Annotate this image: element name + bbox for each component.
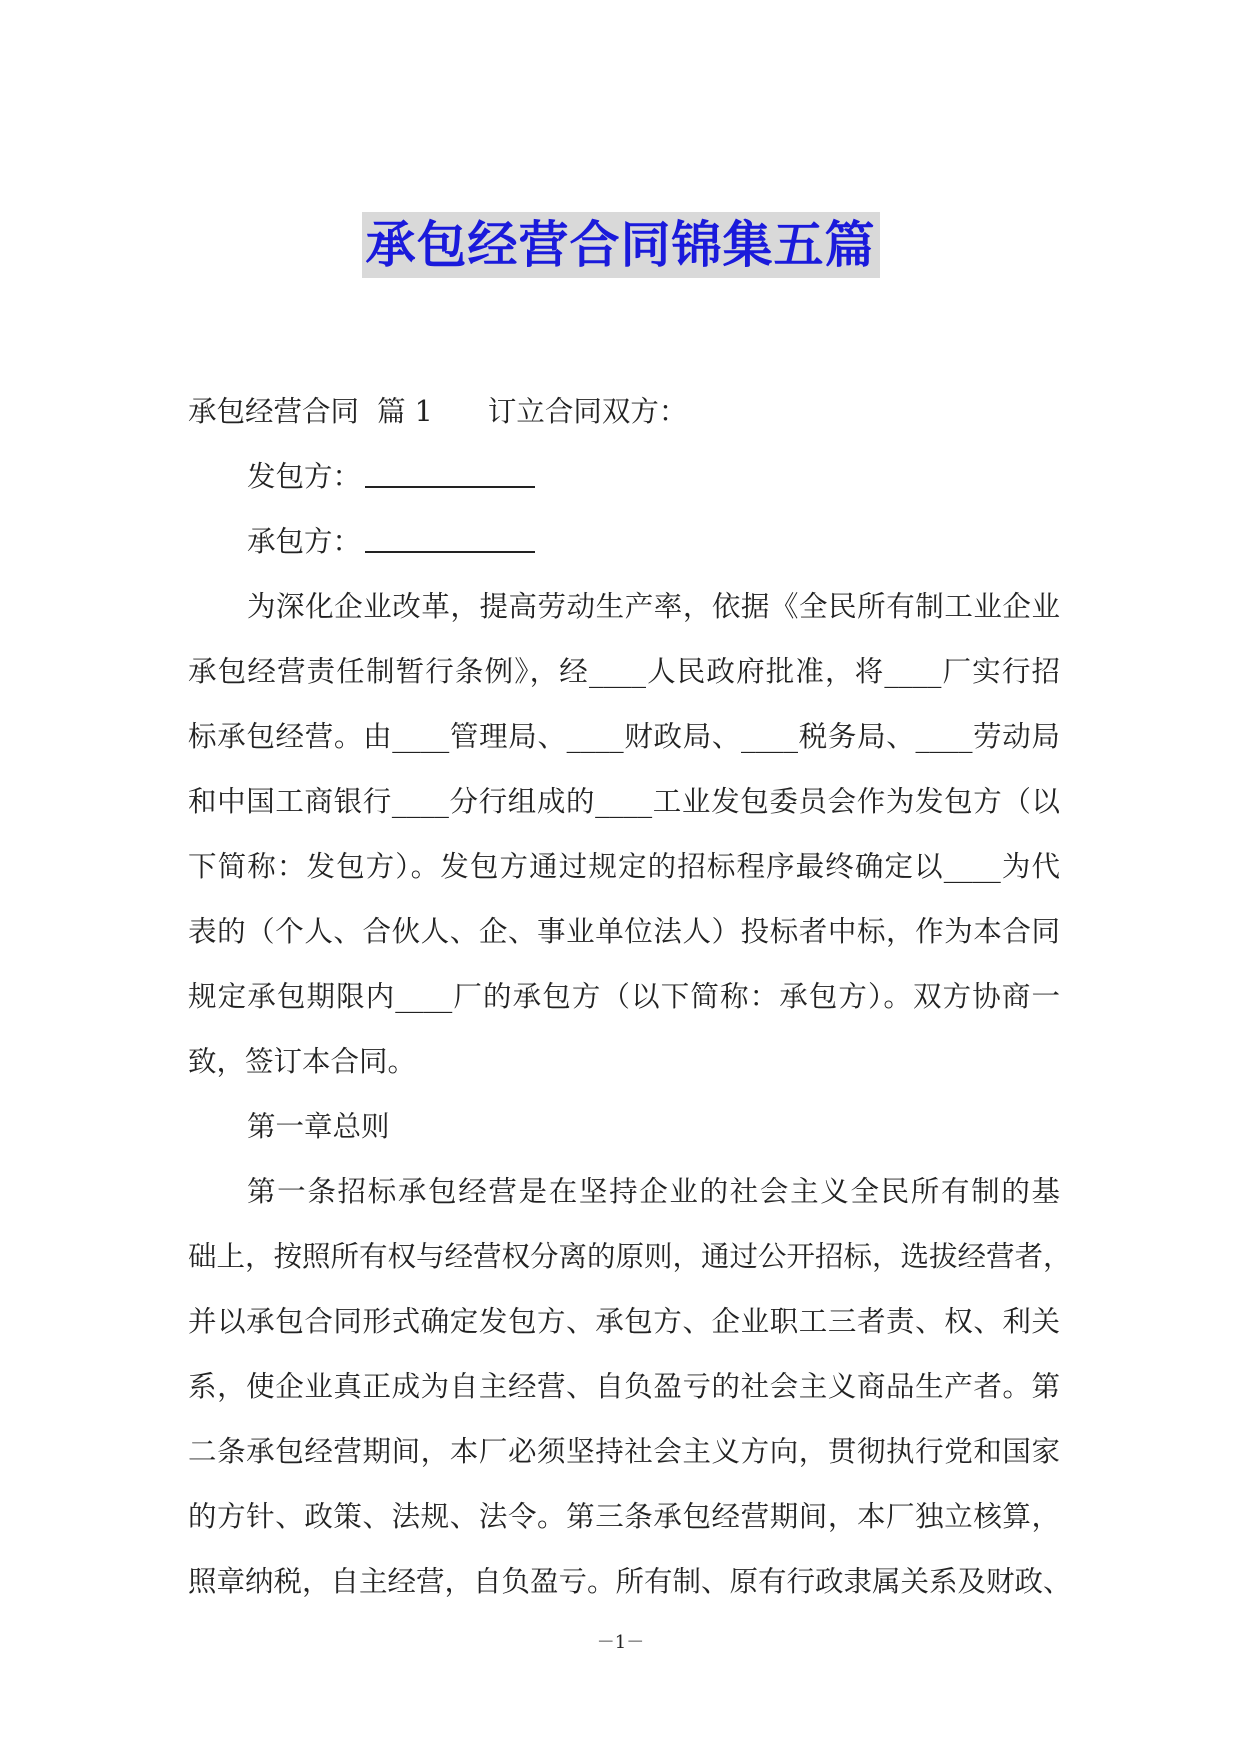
parties-intro: 订立合同双方：: [487, 395, 688, 428]
party-b-label: 承包方：: [247, 525, 362, 558]
text-line: 并以承包合同形式确定发包方、承包方、企业职工三者责、权、利关: [188, 1305, 1060, 1338]
text-line: 致，签订本合同。: [188, 1045, 417, 1078]
text-line: 第一条招标承包经营是在坚持企业的社会主义全民所有制的基: [247, 1175, 1060, 1208]
text-line: 础上，按照所有权与经营权分离的原则，通过公开招标，选拔经营者，: [188, 1240, 1072, 1273]
text-line: 二条承包经营期间，本厂必须坚持社会主义方向，贯彻执行党和国家: [188, 1435, 1060, 1468]
party-a-label: 发包方：: [247, 460, 362, 493]
section-label: 承包经营合同 篇 1: [188, 395, 433, 428]
text-line: 规定承包期限内____厂的承包方（以下简称：承包方）。双方协商一: [188, 980, 1060, 1013]
document-body: [188, 379, 1072, 1614]
chapter-heading: 第一章总则: [247, 1110, 390, 1143]
text-line: 的方针、政策、法规、法令。第三条承包经营期间，本厂独立核算，: [188, 1500, 1060, 1533]
page-number: －1－: [596, 1632, 645, 1653]
text-line: 表的（个人、合伙人、企、事业单位法人）投标者中标，作为本合同: [188, 915, 1060, 948]
party-a-line: [188, 444, 1060, 509]
party-b-blank: [365, 523, 535, 553]
document-title: 承包经营合同锦集五篇: [362, 212, 880, 278]
paragraph-articles: [188, 1159, 1072, 1614]
text-line: 为深化企业改革，提高劳动生产率，依据《全民所有制工业企业: [247, 590, 1060, 623]
text-line: 照章纳税，自主经营，自负盈亏。所有制、原有行政隶属关系及财政、: [188, 1565, 1072, 1598]
text-line: 和中国工商银行____分行组成的____工业发包委员会作为发包方（以: [188, 785, 1060, 818]
heading-line: [188, 379, 1060, 444]
text-line: 承包经营责任制暂行条例》，经____人民政府批准，将____厂实行招: [188, 655, 1060, 688]
text-line: 系，使企业真正成为自主经营、自负盈亏的社会主义商品生产者。第: [188, 1370, 1060, 1403]
party-b-line: [188, 509, 1060, 574]
text-line: 下简称：发包方）。发包方通过规定的招标程序最终确定以____为代: [188, 850, 1060, 883]
paragraph-preamble: [188, 574, 1060, 1094]
text-line: 标承包经营。由____管理局、____财政局、____税务局、____劳动局: [188, 720, 1060, 753]
party-a-blank: [365, 458, 535, 488]
title-container: [0, 212, 1241, 278]
